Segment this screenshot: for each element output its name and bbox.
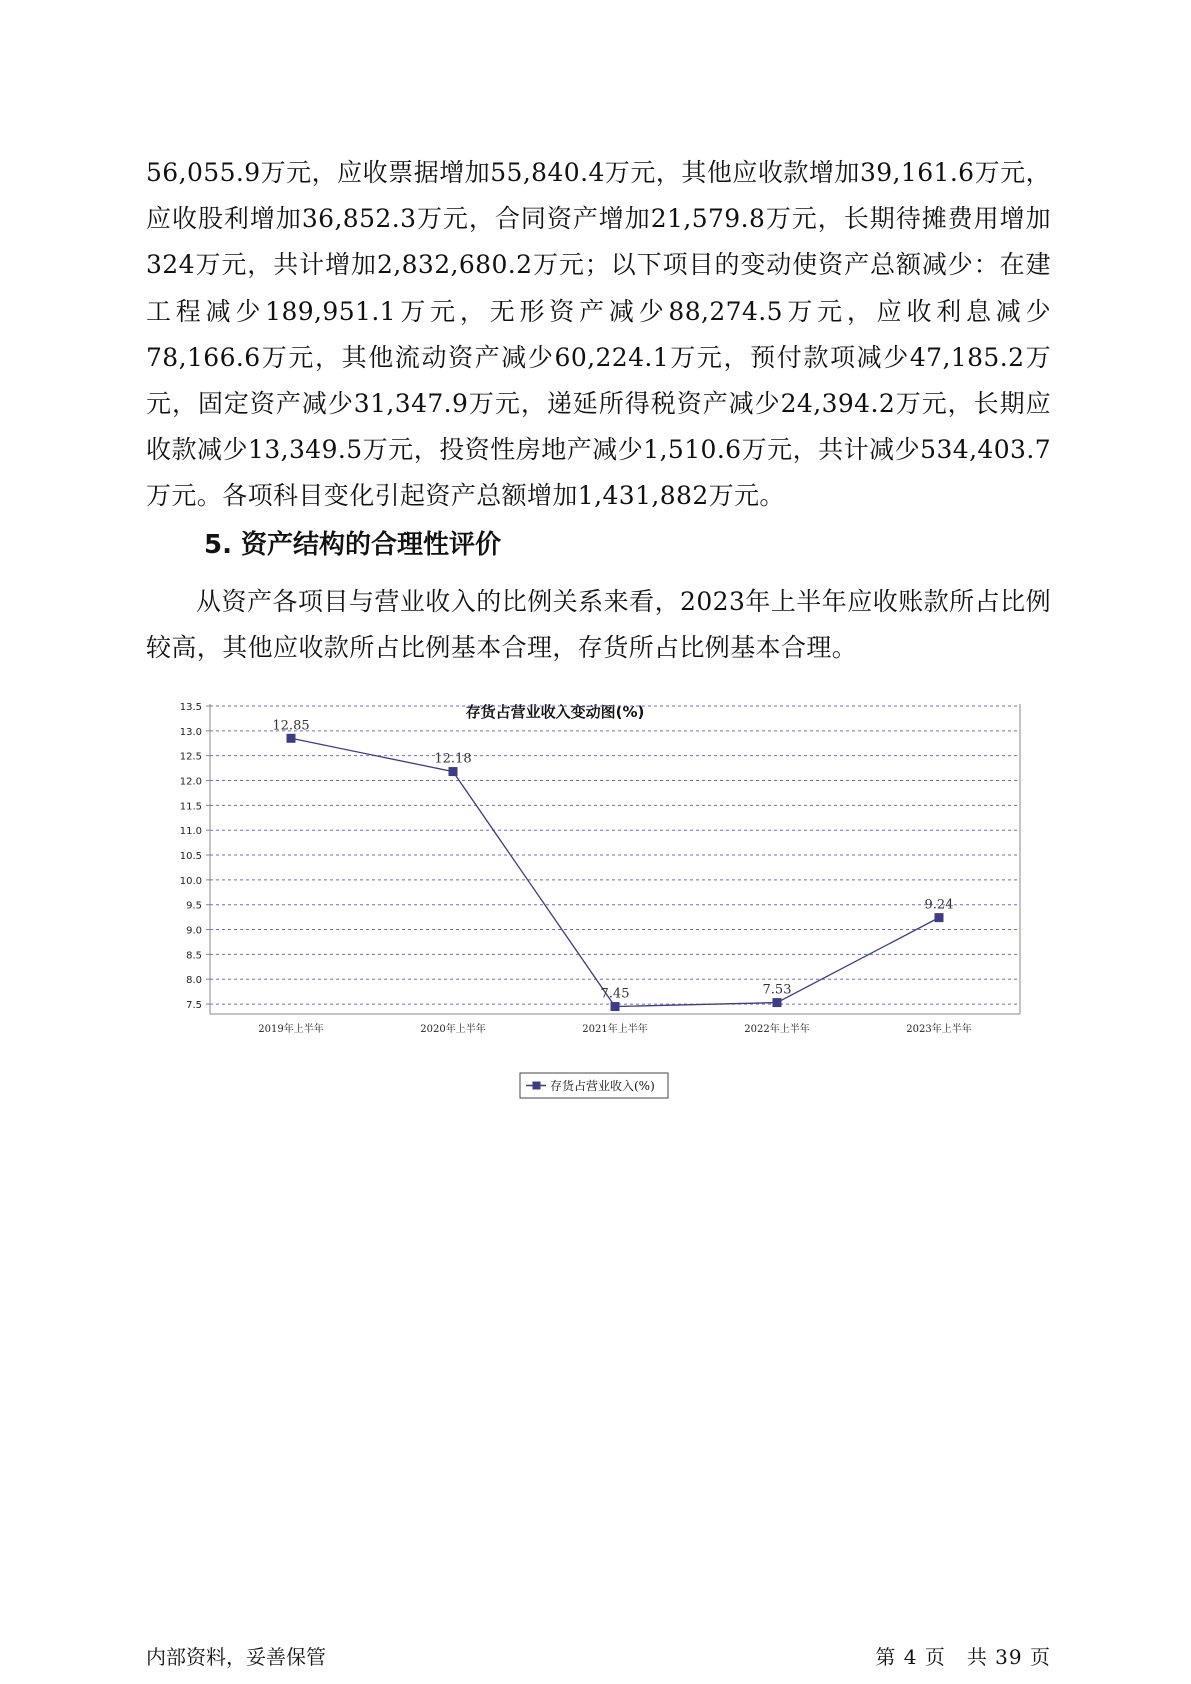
data-label: 7.53 (762, 982, 792, 998)
y-tick-label: 9.5 (186, 900, 202, 912)
footer-confidential-note: 内部资料，妥善保管 (146, 1645, 326, 1669)
section-heading: 5. 资产结构的合理性评价 (204, 530, 502, 560)
legend-label: 存货占营业收入(%) (550, 1079, 655, 1093)
footer-page-number: 第 4 页 共 39 页 (875, 1645, 1051, 1669)
data-point-marker (287, 734, 296, 743)
y-tick-label: 11.0 (179, 826, 202, 838)
x-tick-label: 2019年上半年 (258, 1024, 324, 1035)
y-tick-label: 12.0 (179, 776, 202, 788)
legend-marker (533, 1082, 541, 1090)
y-tick-label: 8.5 (186, 950, 202, 962)
data-label: 7.45 (600, 986, 630, 1002)
data-label: 12.18 (434, 751, 472, 767)
chart-title: 存货占营业收入变动图(%) (465, 703, 645, 721)
data-point-marker (935, 913, 944, 922)
x-tick-label: 2021年上半年 (582, 1024, 648, 1035)
chart-data-labels (272, 718, 953, 1001)
x-axis-tick-labels (258, 1022, 971, 1035)
y-tick-label: 13.0 (179, 726, 202, 738)
y-tick-label: 11.5 (179, 801, 202, 813)
data-point-marker (773, 998, 782, 1007)
inventory-ratio-chart (140, 696, 1040, 1146)
body-paragraph-2: 从资产各项目与营业收入的比例关系来看，2023年上半年应收账款所占比例较高，其他应收款所占比例基本合理，存货所占比例基本合理。 (146, 587, 1051, 663)
y-tick-label: 9.0 (186, 925, 202, 937)
y-tick-label: 10.5 (179, 851, 202, 863)
chart-legend (520, 1073, 668, 1098)
x-tick-label: 2022年上半年 (744, 1024, 810, 1035)
y-tick-label: 7.5 (186, 1000, 202, 1012)
y-tick-label: 10.0 (179, 875, 202, 887)
series-line (291, 738, 939, 1006)
data-point-marker (611, 1002, 620, 1011)
x-tick-label: 2020年上半年 (420, 1024, 486, 1035)
y-tick-label: 8.0 (186, 975, 202, 987)
body-paragraph-1: 56,055.9万元，应收票据增加55,840.4万元，其他应收款增加39,161.6万元，应收股利增加36,852.3万元，合同资产增加21,579.8万元，长期待摊费用增加324万元，共计增加2,832,680.2万元；以下项目的变动使资产总额减少：在建工程减少189,951.1万元，无形资产减少88,274.5万元，应收利息减少78,166.6万元，其他流动资产减少60,224.1万元，预付款项减少47,185.2万元，固定资产减少31,347.9万元，递延所得税资产减少24,394.2万元，长期应收款减少13,349.5万元，投资性房地产减少1,510.6万元，共计减少534,403.7万元。各项科目变化引起资产总额增加1,431,882万元。 (146, 158, 1051, 511)
chart-axes (206, 704, 1020, 1014)
data-label: 12.85 (272, 718, 310, 734)
x-tick-label: 2023年上半年 (906, 1024, 972, 1035)
y-tick-label: 13.5 (179, 702, 202, 713)
chart-series (287, 734, 944, 1011)
y-axis-tick-labels (180, 702, 202, 1011)
data-point-marker (449, 767, 458, 776)
chart-svg (140, 696, 1040, 1146)
chart-gridlines (210, 706, 1020, 1004)
data-label: 9.24 (924, 897, 954, 913)
y-tick-label: 12.5 (179, 751, 202, 763)
